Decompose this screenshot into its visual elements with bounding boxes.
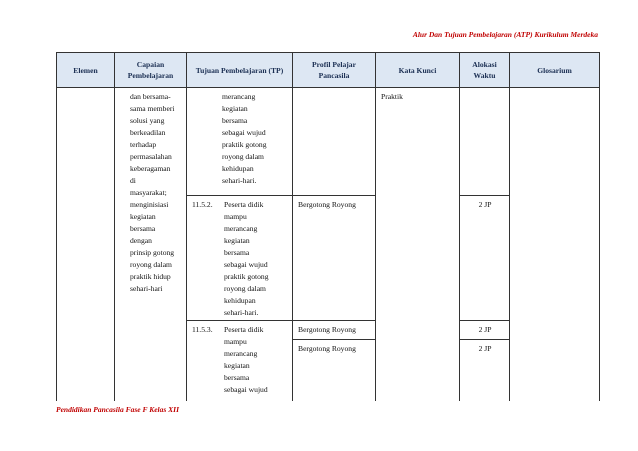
tp-first-line: Peserta didik (224, 325, 264, 334)
page-header-note: Alur Dan Tujuan Pembelajaran (ATP) Kurikulum Merdeka (412, 30, 598, 39)
tujuan-text-line: merancang (224, 224, 258, 233)
tujuan-text-line: kegiatan (224, 236, 250, 245)
atp-table (56, 52, 600, 401)
cell-glosarium (510, 88, 600, 401)
cell-profil-11-5-3 (293, 321, 376, 401)
col-header-elemen: Elemen (57, 53, 115, 88)
tp-number: 11.5.3. (192, 325, 213, 334)
tujuan-text-line: bersama (224, 248, 250, 257)
col-header-profil: Profil Pelajar Pancasila (293, 53, 376, 88)
capaian-text-line: kegiatan (130, 212, 156, 221)
tujuan-text-line: kehidupan (224, 296, 256, 305)
capaian-text-line: masyarakat; (130, 188, 167, 197)
tujuan-text-line: kegiatan (222, 104, 248, 113)
col-header-glosarium: Glosarium (510, 53, 600, 88)
capaian-text-line: terhadap (130, 140, 157, 149)
cell-elemen (57, 88, 115, 401)
capaian-text-line: bersama (130, 224, 156, 233)
tujuan-text-line: praktik gotong (222, 140, 267, 149)
capaian-text-line: di (130, 176, 136, 185)
capaian-text-line: keberagaman (130, 164, 171, 173)
capaian-text-line: berkeadilan (130, 128, 166, 137)
tujuan-text-line: merancang (224, 349, 258, 358)
tujuan-text-line: bersama (222, 116, 248, 125)
tujuan-text-line: sehari-hari. (222, 176, 257, 185)
cell-alokasi-empty (460, 88, 510, 196)
cell-alokasi-11-5-3 (460, 321, 510, 401)
alokasi-text: 2 JP (478, 200, 492, 209)
page-footer-note: Pendidikan Pancasila Fase F Kelas XII (56, 405, 180, 414)
cell-tujuan-11-5-3 (187, 321, 293, 401)
cell-profil-empty (293, 88, 376, 196)
cell-kata-kunci (376, 88, 460, 401)
col-header-capaian: Capaian Pembelajaran (115, 53, 187, 88)
capaian-text-line: permasalahan (130, 152, 172, 161)
tujuan-text-line: merancang (222, 92, 256, 101)
capaian-text-line: praktik hidup (130, 272, 171, 281)
capaian-text-line: sama memberi (130, 104, 175, 113)
profil-text: Bergotong Royong (298, 325, 356, 334)
tujuan-text-line: sehari-hari. (224, 308, 259, 317)
tujuan-text-line: sebagai wujud (224, 385, 268, 394)
profil-text: Bergotong Royong (298, 200, 356, 209)
capaian-text-line: solusi yang (130, 116, 165, 125)
tujuan-text-line: bersama (224, 373, 250, 382)
cell-tujuan-continuation (187, 88, 293, 196)
tujuan-text-line: royong dalam (222, 152, 264, 161)
capaian-text-line: dan bersama- (130, 92, 171, 101)
capaian-text-line: dengan (130, 236, 152, 245)
tujuan-text-line: mampu (224, 337, 247, 346)
cell-alokasi-11-5-2 (460, 196, 510, 321)
tujuan-text-line: sebagai wujud (222, 128, 266, 137)
capaian-text-line: sehari-hari (130, 284, 163, 293)
profil-text-extra: Bergotong Royong (298, 344, 356, 353)
alokasi-text-extra: 2 JP (478, 344, 492, 353)
kata-kunci-text: Praktik (381, 92, 403, 101)
tujuan-text-line: praktik gotong (224, 272, 269, 281)
tujuan-text-line: mampu (224, 212, 247, 221)
alokasi-text: 2 JP (478, 325, 492, 334)
capaian-text-line: royong dalam (130, 260, 172, 269)
tp-first-line: Peserta didik (224, 200, 264, 209)
tujuan-text-line: royong dalam (224, 284, 266, 293)
tp-number: 11.5.2. (192, 200, 213, 209)
tujuan-text-line: kegiatan (224, 361, 250, 370)
table-header-row (57, 53, 600, 88)
capaian-text-line: prinsip gotong (130, 248, 175, 257)
col-header-tujuan: Tujuan Pembelajaran (TP) (187, 53, 293, 88)
cell-tujuan-11-5-2 (187, 196, 293, 321)
cell-profil-11-5-2 (293, 196, 376, 321)
tujuan-text-line: sebagai wujud (224, 260, 268, 269)
capaian-text-line: menginisiasi (130, 200, 169, 209)
table-row (57, 88, 600, 196)
tujuan-text-line: kehidupan (222, 164, 254, 173)
col-header-alokasi: Alokasi Waktu (460, 53, 510, 88)
cell-capaian (115, 88, 187, 401)
col-header-kata-kunci: Kata Kunci (376, 53, 460, 88)
